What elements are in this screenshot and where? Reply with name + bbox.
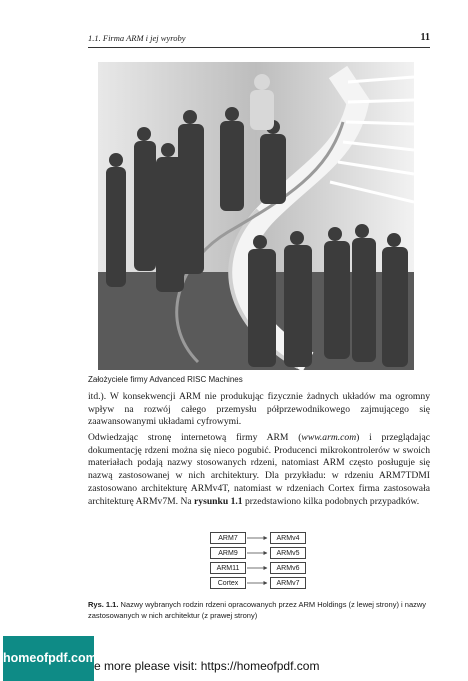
paragraph-2-text-a: Odwiedzając stronę internetową firmy ARM ( [88,432,302,443]
figure-caption [88,600,430,621]
arch-box-armv6: ARMv6 [270,562,306,574]
paragraph-2-text-c: przedstawiono kilka podobnych przypadków. [242,495,420,507]
running-header [88,33,430,48]
figure-caption-text: Nazwy wybranych rodzin rdzeni opracowanych przez ARM Holdings (z lewej strony) i nazwy zastosowanych w nich architektur (z prawej strony) [88,600,427,620]
core-box-cortex: Cortex [210,577,246,589]
arm-website-link[interactable]: www.arm.com [301,432,357,443]
figure-label: Rys. 1.1. [88,600,119,609]
page-number: 11 [420,32,430,43]
paragraph-2 [88,432,430,508]
watermark-badge[interactable]: homeofpdf.com [3,636,94,681]
core-box-arm11: ARM11 [210,562,246,574]
core-box-arm9: ARM9 [210,547,246,559]
core-box-arm7: ARM7 [210,532,246,544]
paragraph-1: itd.). W konsekwencji ARM nie produkując fizycznie żadnych układów ma ogromny wpływ na rozwój całego przemysłu półprzewodnikowego zajmującego się zaawansowanymi układami cyfrowymi. [88,391,430,428]
arch-box-armv7: ARMv7 [270,577,306,589]
founders-photo [98,62,414,370]
photo-caption: Założyciele firmy Advanced RISC Machines [88,375,243,384]
figure-reference: rysunku 1.1 [194,495,243,507]
watermark-footer[interactable]: e more please visit: https://homeofpdf.com [94,659,320,673]
arch-box-armv4: ARMv4 [270,532,306,544]
arch-box-armv5: ARMv5 [270,547,306,559]
section-title: 1.1. Firma ARM i jej wyroby [88,33,186,43]
core-architecture-diagram [210,532,310,596]
paragraph-2-text-b: ) i przeglądając dokumentację rdzeni można się nieco pogubić. Producenci mikrokontrolerów w swoich materiałach podają nazwy stosowanych rdzeni, natomiast ARM często posługuje się nazwą zastosowanej w nich architektury. Dla przykładu: w rdzeniu ARM7TDMI zastosowano architekturę ARMv4T, natomiast w rdzeniach Cortex firma zastosowała architekturę ARMv7M. Na [88,432,430,507]
